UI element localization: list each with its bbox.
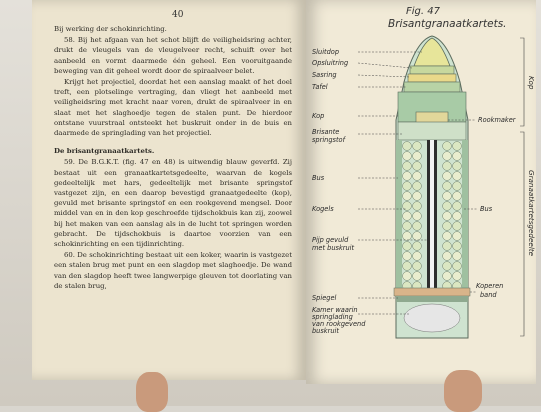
shrapnel-ball (403, 162, 412, 171)
shrapnel-ball (403, 272, 412, 281)
figure-label: Sluitdop (312, 48, 340, 56)
right-page (306, 0, 536, 384)
diaphragm (396, 296, 468, 302)
shrapnel-ball (453, 252, 462, 261)
casing-wall-left (396, 140, 402, 298)
shrapnel-ball (453, 272, 462, 281)
figure-label: met buskruit (312, 244, 355, 252)
shrapnel-ball (453, 192, 462, 201)
shrapnel-ball (453, 152, 462, 161)
shrapnel-ball (413, 222, 422, 231)
copper-band (394, 288, 470, 296)
figure-label: springlading (312, 313, 353, 321)
shrapnel-ball (443, 232, 452, 241)
shrapnel-ball (403, 152, 412, 161)
shrapnel-ball (403, 252, 412, 261)
shrapnel-ball (453, 182, 462, 191)
thumb-left (136, 372, 168, 412)
shrapnel-ball (453, 202, 462, 211)
paragraph: De brisantgranaatkartets. (54, 147, 155, 156)
label-casing: Bus (480, 205, 493, 213)
shrapnel-ball (403, 182, 412, 191)
shrapnel-ball (453, 162, 462, 171)
shrapnel-ball (443, 182, 452, 191)
figure-label: buskruit (312, 327, 339, 335)
figure-label: Bus (312, 174, 325, 182)
figure-label: Kamer waarin (312, 306, 358, 314)
shrapnel-ball (413, 202, 422, 211)
shrapnel-ball (413, 232, 422, 241)
shrapnel-ball (453, 232, 462, 241)
shrapnel-ball (443, 172, 452, 181)
side-brackets (520, 38, 524, 336)
shrapnel-ball (403, 232, 412, 241)
shrapnel-ball (443, 262, 452, 271)
shrapnel-ball (403, 222, 412, 231)
paragraph: Krijgt het projectiel, doordat het een aanslag maakt of het doel treft, een plotselinge vertraging, dan vliegt het aanbeeld met veiligheidsring met kracht naar voren, drukt de spiraalveer in en slaat met het slaghoedje tegen de stalen punt. De hierdoor ontstane vuurstraal ontsteekt het buskruit onder in de buis en daarmede de springlading van het projectiel. (54, 78, 292, 138)
paragraph: 59. De B.G.K.T. (fig. 47 en 48) is uitwendig blauw geverfd. Zij bestaat uit een granaatkartetsgedeelte, waarvan de kogels gedeeltelijk met hars, gedeeltelijk met brisante springstof vastgezet zijn, en een daarop bevestigd granaatgedeelte (kop), gevuld met brisante springstof en een rookgevend mengsel. Door middel van en in den kop geschroefde tijdschokbuis kan zij, zoowel bij het maken van een aanslag als in de lucht tot springen worden gebracht. De tijdschokbuis is daartoe voorzien van een schokinrichting en een tijdinrichting. (54, 158, 292, 249)
figure-label: Spiegel (312, 294, 337, 302)
shrapnel-ball (453, 262, 462, 271)
shrapnel-ball (403, 262, 412, 271)
shrapnel-ball (443, 272, 452, 281)
figure-label: Opsluitring (312, 59, 349, 67)
shrapnel-ball (403, 192, 412, 201)
side-label-kop: Kop (527, 76, 536, 90)
figure-label: springstof (312, 136, 345, 144)
label-smoke-maker: Rookmaker (478, 116, 516, 124)
shrapnel-ball (413, 172, 422, 181)
left-page (32, 0, 307, 380)
shrapnel-ball (453, 172, 462, 181)
sas-ring (408, 74, 456, 82)
powder-chamber (404, 304, 460, 332)
paragraph: Bij werking der schokinrichting. (54, 25, 167, 33)
shrapnel-ball (413, 252, 422, 261)
side-label-kartets: Granaatkartetsgedeelte (527, 170, 536, 257)
shrapnel-ball (443, 242, 452, 251)
shrapnel-ball (413, 162, 422, 171)
figure-label: van rookgevend (312, 320, 366, 328)
shrapnel-ball (413, 182, 422, 191)
open-book (22, 0, 536, 386)
shrapnel-ball (443, 252, 452, 261)
shrapnel-ball (443, 192, 452, 201)
shrapnel-ball (453, 212, 462, 221)
shrapnel-ball (413, 142, 422, 151)
figure-title: Brisantgranaatkartets. (388, 18, 507, 30)
body-text (54, 24, 292, 292)
locking-ring (410, 66, 454, 74)
shrapnel-ball (413, 212, 422, 221)
shrapnel-ball (413, 272, 422, 281)
shrapnel-ball (443, 212, 452, 221)
paragraph: 60. De schokinrichting bestaat uit een koker, waarin is vastgezet een stalen brug met punt en een slagdop met slaghoedje. De wand van den slagdop heeft twee langwerpige gleuven tot doorlating van de stalen brug, (54, 251, 292, 290)
shrapnel-ball (443, 162, 452, 171)
figure-label: Kop (312, 112, 325, 120)
table-plate (404, 82, 460, 92)
shrapnel-ball (453, 222, 462, 231)
figure-label: Pijp gevuld (312, 236, 349, 244)
casing-wall-right (462, 140, 468, 298)
figure-label: Kogels (312, 205, 334, 213)
powder-tube-core (430, 140, 434, 298)
shrapnel-ball (403, 172, 412, 181)
shrapnel-ball (413, 242, 422, 251)
figure-label: Sasring (312, 71, 337, 79)
figure-number: Fig. 47 (406, 6, 440, 17)
figure-label: Tafel (312, 83, 328, 91)
shrapnel-ball (413, 262, 422, 271)
shrapnel-ball (443, 202, 452, 211)
label-band: band (480, 291, 497, 299)
shrapnel-ball (443, 142, 452, 151)
shrapnel-ball (403, 212, 412, 221)
paragraph: 58. Bij het afgaan van het schot blijft de veiligheidsring achter, drukt de vleugels van de vleugelveer recht, schuift over het aanbeeld en vormt daarmede één geheel. Een vooruitgaande beweging van dit geheel wordt door de spiraalveer belet. (54, 36, 292, 75)
shrapnel-ball (453, 242, 462, 251)
shrapnel-ball (403, 142, 412, 151)
label-copper: Koperen (476, 282, 504, 290)
figure-label: Brisante (312, 128, 340, 136)
page-number: 40 (172, 10, 184, 20)
explosive-charge (398, 122, 466, 140)
shrapnel-ball (443, 152, 452, 161)
shrapnel-ball (453, 142, 462, 151)
shrapnel-ball (443, 222, 452, 231)
shrapnel-ball (413, 192, 422, 201)
shrapnel-ball (413, 152, 422, 161)
shrapnel-ball (403, 242, 412, 251)
